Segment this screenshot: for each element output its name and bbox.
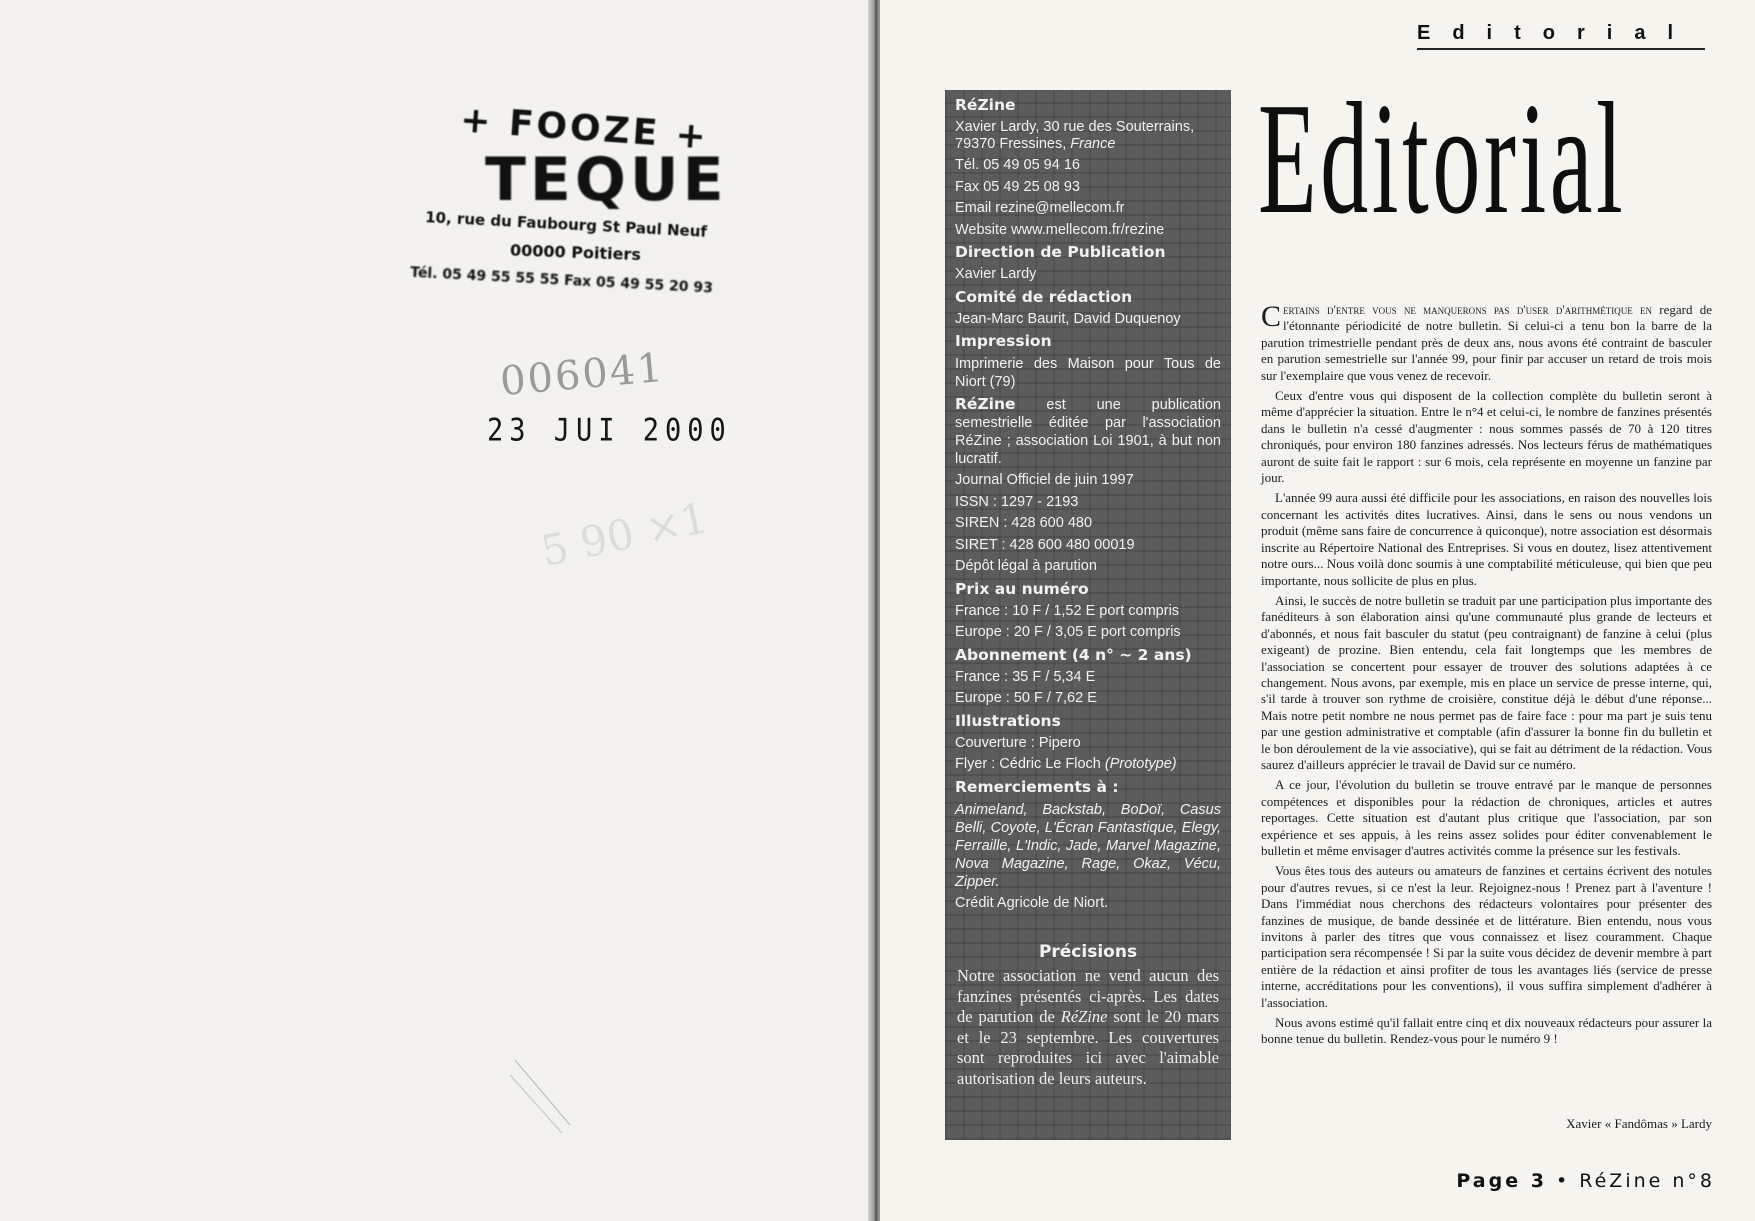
stamp-line: TEQUE <box>485 145 728 215</box>
masthead-box <box>945 90 1231 1140</box>
prix-heading: Prix au numéro <box>955 579 1089 598</box>
article-paragraph: A ce jour, l'évolution du bulletin se trouve entravé par le manque de personnes compétences et disponibles pour la rédaction de chroniques, articles et autres reportages. Cette situation est d'autant plus critique que l'association, par son expérience et ses appuis, à les reins assez solides pour éditer convenablement le bulletin et même envisager d'autres activités comme la présence sur les festivals. <box>1261 777 1712 858</box>
precisions-text: Notre association ne vend aucun des fanzines présentés ci-après. Les dates de parution de RéZine sont le 20 mars et le 23 septembre. Les couvertures sont reproduites ici avec l'aimable autorisation de leurs auteurs. <box>957 966 1219 1088</box>
fax: Fax 05 49 25 08 93 <box>955 178 1080 195</box>
prix-europe: Europe : 20 F / 3,05 E port compris <box>955 624 1181 640</box>
magazine-issue: RéZine n°8 <box>1579 1170 1715 1192</box>
pencil-mark: 5 90 ×1 <box>536 492 713 577</box>
article-paragraph: Certains d'entre vous ne manquerons pas d'user d'arithmétique en regard de l'étonnante périodicité de notre bulletin. Si celui-ci a tenu bon la barre de la parution trimestrielle pendant près de deux ans, nous avons été contraint de basculer en parution semestrielle sur l'année 99, pour finir par accuser un retard de trois mois sur l'exemplaire que vous venez de recevoir. <box>1261 300 1712 383</box>
page-title: Editorial <box>1258 69 1627 247</box>
depot-legal: Dépôt légal à parution <box>955 558 1097 574</box>
article-paragraph: Ceux d'entre vous qui disposent de la collection complète du bulletin seront à même d'apprécier la situation. Entre le n°4 et celui-ci, le nombre de fanzines présentés dans le bulletin n'a cessé d'augmenter : nous sommes passés de 70 à 120 titres chroniqués, pour environ 180 fanzines adressés. Nos lecteurs férus de mathématiques auront de suite fait le rapport : sur 6 mois, cela représente en moyenne un fanzine par jour. <box>1261 388 1712 486</box>
journal-officiel: Journal Officiel de juin 1997 <box>955 472 1134 488</box>
stamp-line: 10, rue du Faubourg St Paul Neuf <box>424 208 708 241</box>
footer-separator: • <box>1556 1170 1571 1192</box>
flyer-credit: Flyer : Cédric Le Floch (Prototype) <box>955 756 1177 772</box>
page-number: Page 3 <box>1456 1170 1547 1192</box>
abonnement-heading: Abonnement (4 n° ~ 2 ans) <box>955 645 1192 664</box>
date-stamp: 23 JUI 2000 <box>487 412 732 449</box>
stamp-line: + FOOZE + <box>458 99 711 158</box>
direction-name: Xavier Lardy <box>955 266 1037 282</box>
comite-heading: Comité de rédaction <box>955 287 1133 306</box>
abo-europe: Europe : 50 F / 7,62 E <box>955 690 1097 706</box>
remerciements-list: Animeland, Backstab, BoDoï, Casus Belli, Coyote, L'Écran Fantastique, Elegy, Ferraille, L'Indic, Jade, Marvel Magazine, Nova Magazine, Rage, Okaz, Vécu, Zipper. <box>955 801 1221 890</box>
stamp-line: Tél. 05 49 55 55 55 Fax 05 49 55 20 93 <box>409 264 714 297</box>
prix-france: France : 10 F / 1,52 E port compris <box>955 602 1180 619</box>
siren: SIREN : 428 600 480 <box>955 515 1093 531</box>
left-page <box>0 0 872 1221</box>
comite-names: Jean-Marc Baurit, David Duquenoy <box>955 310 1181 327</box>
drop-cap: C <box>1261 300 1282 333</box>
address: Xavier Lardy, 30 rue des Souterrains, 79370 Fressines, France <box>955 119 1195 152</box>
illustrations-heading: Illustrations <box>955 711 1061 730</box>
abo-france: France : 35 F / 5,34 E <box>955 668 1096 685</box>
handwritten-number: 006041 <box>498 344 667 406</box>
siret: SIRET : 428 600 480 00019 <box>955 536 1135 553</box>
about-text: RéZine est une publication semestrielle éditée par l'association RéZine ; association Loi 1901, à but non lucratif. <box>955 395 1221 467</box>
section-header: Editorial <box>1417 22 1705 50</box>
impression-heading: Impression <box>955 332 1052 350</box>
couverture-credit: Couverture : Pipero <box>955 734 1081 751</box>
article-paragraph: L'année 99 aura aussi été difficile pour les associations, en raison des nouvelles lois concernant les activités dites lucratives. Ainsi, dans le sens ou nous vendons un produit (même sans faire de concurrence à quiconque), notre association est désormais inscrite au Répertoire National des Entreprises. Si vous en doutez, lisez attentivement notre ours... Nous voilà donc soumis à une comptabilité méticuleuse, qui bien que peu importante, nous sollicite de plus en plus. <box>1261 490 1712 588</box>
masthead-name: RéZine <box>955 96 1016 114</box>
pencil-lines <box>510 1055 580 1135</box>
article-paragraph: Vous êtes tous des auteurs ou amateurs de fanzines et certains écrivent des notules pour d'autres revues, si ce n'est la leur. Rejoignez-nous ! Prenez part à l'aventure ! Dans l'immédiat nous cherchons des rédacteurs volontaires pour présenter des fanzines de musique, de bande dessinée et de littérature. Bien entendu, nous vous invitons à parler des titres que vous connaissez et lisez couramment. Chaque participation sera récompensée ! Si par la suite vous décidez de devenir membre à part entière de la rédaction et ainsi profiter de tous les avantages liés (service de presse interne, accréditations pour les conventions), il vous suffira simplement d'adhérer à l'association. <box>1261 863 1712 1010</box>
author-signature: Xavier « Fandômas » Lardy <box>1566 1116 1712 1131</box>
library-stamp <box>405 99 765 297</box>
editorial-article <box>1261 302 1712 1052</box>
article-paragraph: Ainsi, le succès de notre bulletin se traduit par une participation plus importante des fanéditeurs à son élaboration ainsi qu'une communauté plus grande de lecteurs et d'abonnés, et nous fait basculer du statut (peu contraignant) de fanzine à celui (plus exigeant) de prozine. Bien entendu, cela fait longtemps que les membres de l'association se concertent pour essayer de trouver des solutions adaptées à ce changement. Nous avons, par exemple, mis en place un service de presse interne, qui, s'il tarde à trouver son rythme de croisière, constitue déjà le début d'une réponse... Mais notre petit nombre ne nous permet pas de faire face : pour ma part je suis tenu par une gestion administrative et comptable (afin d'assurer la bonne fin du bulletin et le bon déroulement de la vie associative), qui se fait au détriment de la rédaction. Vous saurez d'ailleurs apprécier le travail de David sur ce numéro. <box>1261 592 1712 772</box>
precisions-heading: Précisions <box>1038 942 1138 962</box>
issn: ISSN : 1297 - 2193 <box>955 493 1079 510</box>
article-paragraph: Nous avons estimé qu'il fallait entre cinq et dix nouveaux rédacteurs pour assurer la bonne tenue du bulletin. Rendez-vous pour le numéro 9 ! <box>1261 1015 1712 1047</box>
credit-agricole: Crédit Agricole de Niort. <box>955 894 1109 911</box>
email: Email rezine@mellecom.fr <box>955 200 1125 216</box>
stamp-line: 00000 Poitiers <box>509 240 642 265</box>
page-footer <box>1420 1170 1715 1192</box>
website: Website www.mellecom.fr/rezine <box>955 221 1165 238</box>
impression-text: Imprimerie des Maison pour Tous de Niort (79) <box>955 356 1221 390</box>
telephone: Tél. 05 49 05 94 16 <box>955 157 1080 173</box>
remerciements-heading: Remerciements à : <box>955 777 1119 796</box>
direction-heading: Direction de Publication <box>955 243 1166 261</box>
